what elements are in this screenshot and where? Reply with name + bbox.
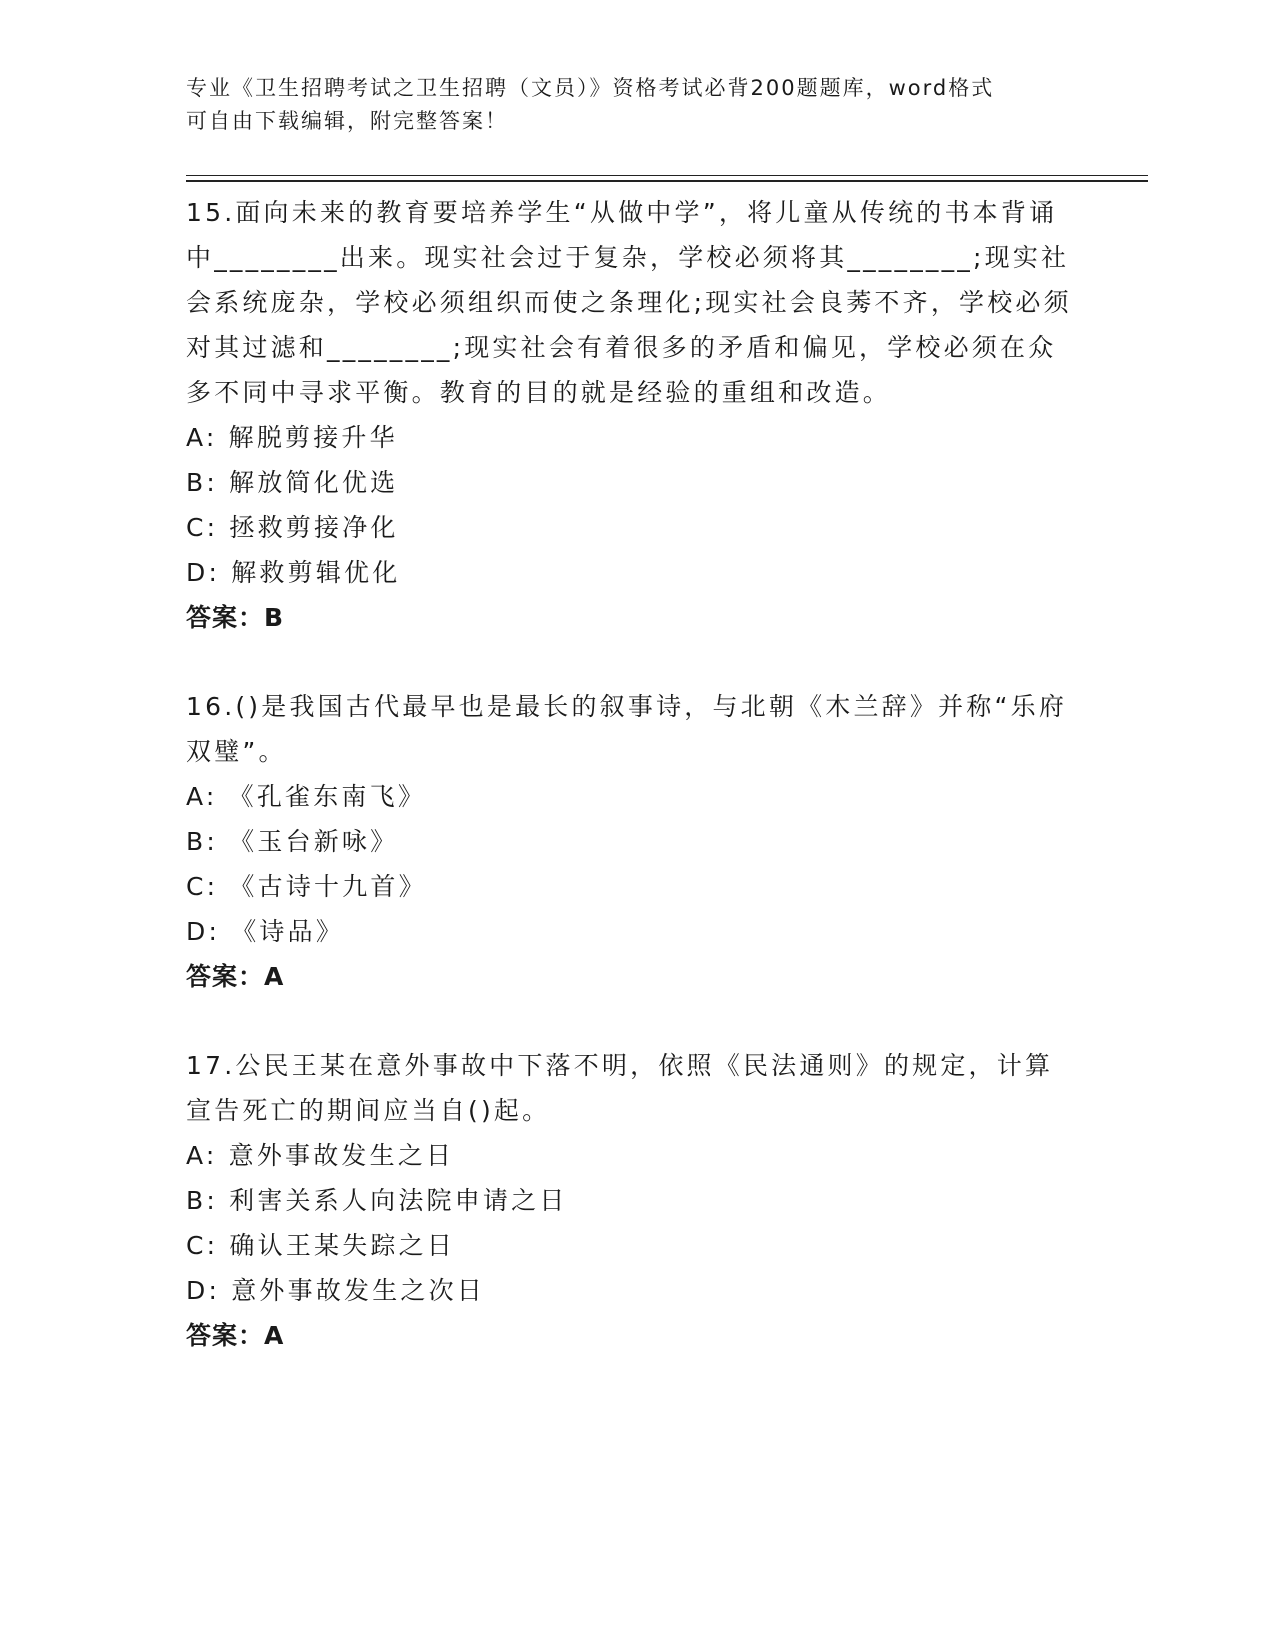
option-d: D: 《诗品》 <box>186 917 345 946</box>
option-b: B: 《玉台新咏》 <box>186 827 399 856</box>
question-stem: 16.()是我国古代最早也是最长的叙事诗，与北朝《木兰辞》并称“乐府双璧”。 <box>186 692 1068 766</box>
document-header <box>186 72 1066 138</box>
header-line-2: 可自由下载编辑，附完整答案！ <box>186 109 508 133</box>
option-d: D: 解救剪辑优化 <box>186 558 401 587</box>
question-list <box>186 190 1076 1402</box>
header-divider-thick <box>186 180 1148 182</box>
answer-line: 答案：A <box>186 1321 285 1350</box>
option-c: C: 确认王某失踪之日 <box>186 1231 456 1260</box>
option-c: C: 《古诗十九首》 <box>186 872 427 901</box>
question-17 <box>186 1043 1076 1358</box>
option-b: B: 利害关系人向法院申请之日 <box>186 1186 568 1215</box>
option-b: B: 解放简化优选 <box>186 468 399 497</box>
question-stem: 17.公民王某在意外事故中下落不明，依照《民法通则》的规定，计算宣告死亡的期间应当自()起。 <box>186 1051 1054 1125</box>
answer-line: 答案：B <box>186 603 285 632</box>
option-c: C: 拯救剪接净化 <box>186 513 399 542</box>
option-a: A: 《孔雀东南飞》 <box>186 782 427 811</box>
header-divider-thin <box>186 175 1148 176</box>
header-line-1: 专业《卫生招聘考试之卫生招聘（文员）》资格考试必背200题题库，word格式 <box>186 76 995 100</box>
option-a: A: 解脱剪接升华 <box>186 423 398 452</box>
question-15 <box>186 190 1076 640</box>
option-d: D: 意外事故发生之次日 <box>186 1276 486 1305</box>
question-16 <box>186 684 1076 999</box>
answer-line: 答案：A <box>186 962 285 991</box>
option-a: A: 意外事故发生之日 <box>186 1141 455 1170</box>
question-stem: 15.面向未来的教育要培养学生“从做中学”，将儿童从传统的书本背诵中________出来。现实社会过于复杂，学校必须将其________;现实社会系统庞杂，学校必须组织而使之条理化;现实社会良莠不齐，学校必须对其过滤和________;现实社会有着很多的矛盾和偏见，学校必须在众多不同中寻求平衡。教育的目的就是经验的重组和改造。 <box>186 198 1072 407</box>
